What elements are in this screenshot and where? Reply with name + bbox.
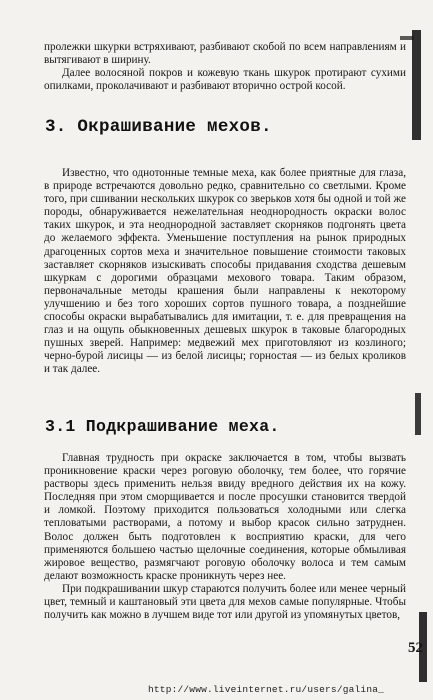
watermark-url: http://www.liveinternet.ru/users/galina_ [148,684,385,695]
subsection-heading: 3.1 Подкрашивание меха. [45,417,280,436]
subsection-body [44,452,406,622]
section-heading: 3. Окрашивание мехов. [45,117,272,137]
paragraph: пролежки шкурки встряхивают, разбивают скобой по всем направлениям и вытягивают в ширину. [44,41,406,67]
section-body [44,167,406,377]
continued-text [44,41,406,93]
paragraph: Главная трудность при окраске заключается в том, чтобы вызвать проникновение краски через роговую оболочку, тем более, что горячие растворы здесь применить нельзя ввиду вредного действия их на кожу. Последняя при этом сморщивается и после просушки становится твердой и ломкой. Поэтому приходится пользоваться холодными или слегка тепловатыми растворами, а потому и выбор красок сильно затруднен. Волос должен быть подготовлен к восприятию краски, для чего применяются большею частью щелочные соединения, которые обмыливая жировое вещество, размягчают роговую оболочку волоса и тем самым делают возможность краске проникнуть через нее. [44,452,406,582]
paragraph: Далее волосяной покров и кожевую ткань шкурок протирают сухими опилками, проколачивают и разбивают вторично острой косой. [44,67,406,93]
page-number: 52 [408,640,423,656]
scan-artifact [415,393,421,435]
scan-artifact [412,30,421,140]
paragraph: При подкрашивании шкур стараются получить более или менее черный цвет, темный и каштановый эти цвета для мехов самые популярные. Чтобы получить как можно в лучшем виде тот или другой из упомянутых цветов, [44,582,406,622]
paragraph: Известно, что однотонные темные меха, как более приятные для глаза, в природе встречаются довольно редко, сравнительно со светлыми. Кроме того, при сшивании нескольких шкурок со зверьков хотя бы одной и той же породы, обнаруживается нежелательная неоднородность окраски волос таких шкурок, и эта неоднородной заставляет скорняков подгонять цвета до желаемого эффекта. Уменьшение поступления на рынок природных драгоценных сортов меха и значительное повышение стоимости таковых заставляет скорняков изыскивать способы придавания сходства дешевым шкуркам с дорогими образцами мехового товара. Таким образом, первоначальные методы крашения были направлены к некоторому улучшению и без того хороших сортов пушного товара, а позднейшие способы окраски вырабатывались для имитации, т. е. для превращения на глаз и на ощупь обыкновенных дешевых шкурок в таковые благородных пушных зверей. Например: медвежий мех приготовляют из козлиного; черно-бурой лисицы — из белой лисицы; горностая — из белых кроликов и так далее. [44,167,406,376]
